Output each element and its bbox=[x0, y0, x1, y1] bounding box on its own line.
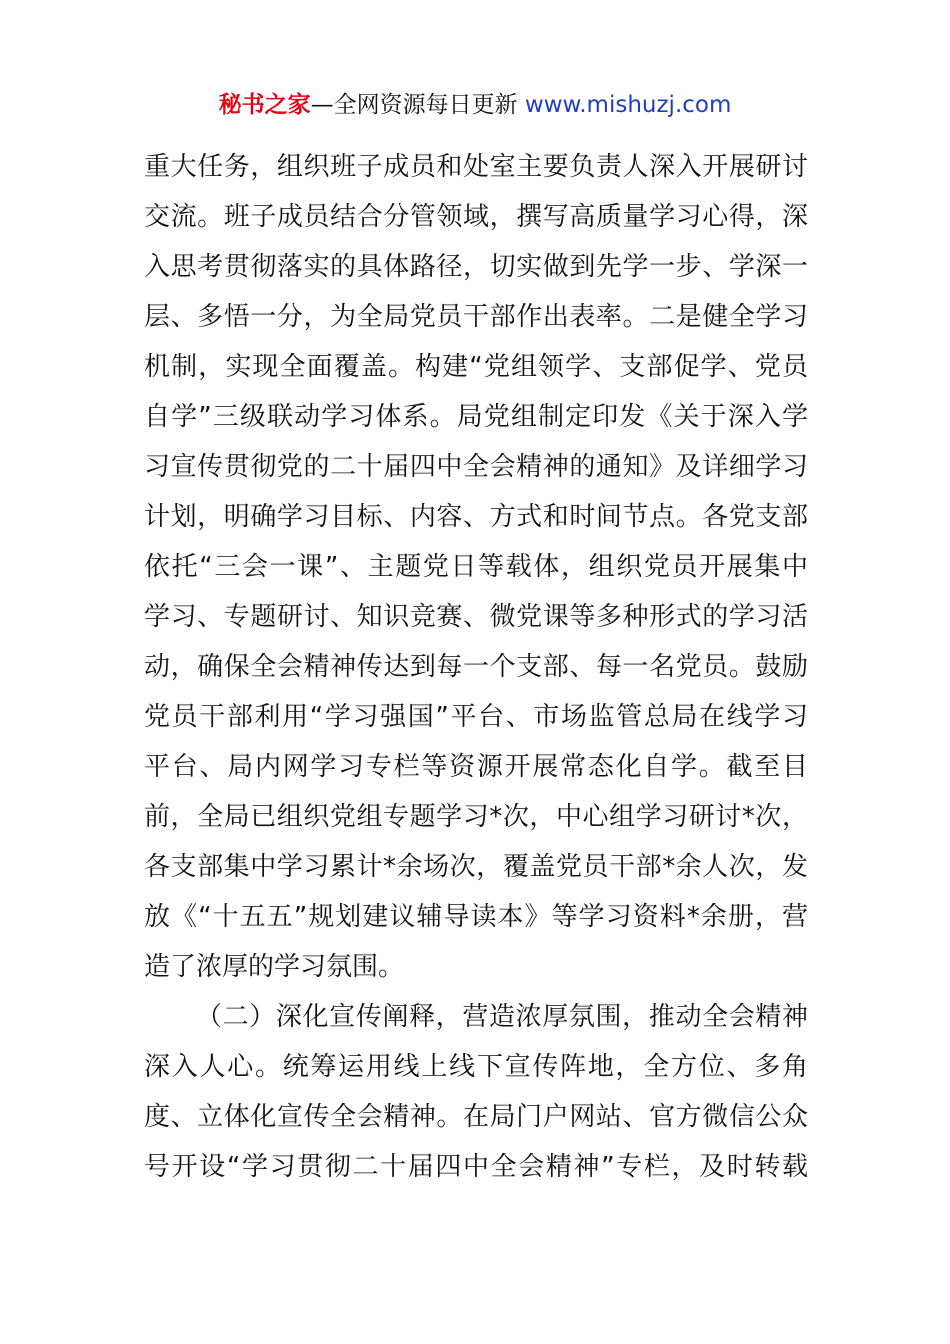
text-line: 入思考贯彻落实的具体路径，切实做到先学一步、学深一 bbox=[144, 252, 808, 282]
site-tagline: —全网资源每日更新 bbox=[310, 92, 525, 118]
text-line: 自学”三级联动学习体系。局党组制定印发《关于深入学 bbox=[144, 402, 808, 432]
text-line: 机制，实现全面覆盖。构建“党组领学、支部促学、党员 bbox=[144, 352, 808, 382]
text-line: 深入人心。统筹运用线上线下宣传阵地，全方位、多角 bbox=[144, 1052, 808, 1082]
text-line: 党员干部利用“学习强国”平台、市场监管总局在线学习 bbox=[144, 702, 808, 732]
text-line: 前，全局已组织党组专题学习*次，中心组学习研讨*次， bbox=[144, 802, 808, 832]
text-line: 交流。班子成员结合分管领域，撰写高质量学习心得，深 bbox=[144, 202, 808, 232]
text-line: 各支部集中学习累计*余场次，覆盖党员干部*余人次，发 bbox=[144, 852, 808, 882]
paragraph-end-line: 造了浓厚的学习氛围。 bbox=[144, 952, 405, 982]
text-line: 依托“三会一课”、主题党日等载体，组织党员开展集中 bbox=[144, 552, 808, 582]
text-line: 重大任务，组织班子成员和处室主要负责人深入开展研讨 bbox=[144, 152, 808, 182]
site-brand: 秘书之家 bbox=[218, 92, 311, 118]
text-line: 平台、局内网学习专栏等资源开展常态化自学。截至目 bbox=[144, 752, 808, 782]
text-line: 计划，明确学习目标、内容、方式和时间节点。各党支部 bbox=[144, 502, 808, 532]
site-url-link[interactable]: www.mishuzj.com bbox=[524, 92, 732, 118]
text-line: 习宣传贯彻党的二十届四中全会精神的通知》及详细学习 bbox=[144, 452, 808, 482]
text-line: 学习、专题研讨、知识竞赛、微党课等多种形式的学习活 bbox=[144, 602, 808, 632]
section-heading-line: （二）深化宣传阐释，营造浓厚氛围，推动全会精神 bbox=[196, 1002, 808, 1032]
text-line: 层、多悟一分，为全局党员干部作出表率。二是健全学习 bbox=[144, 302, 808, 332]
text-line: 度、立体化宣传全会精神。在局门户网站、官方微信公众 bbox=[144, 1102, 808, 1132]
text-line: 号开设“学习贯彻二十届四中全会精神”专栏，及时转载 bbox=[144, 1152, 808, 1182]
text-line: 放《“十五五”规划建议辅导读本》等学习资料*余册，营 bbox=[144, 902, 808, 932]
document-body bbox=[144, 142, 808, 1192]
page-header bbox=[0, 88, 950, 122]
text-line: 动，确保全会精神传达到每一个支部、每一名党员。鼓励 bbox=[144, 652, 808, 682]
